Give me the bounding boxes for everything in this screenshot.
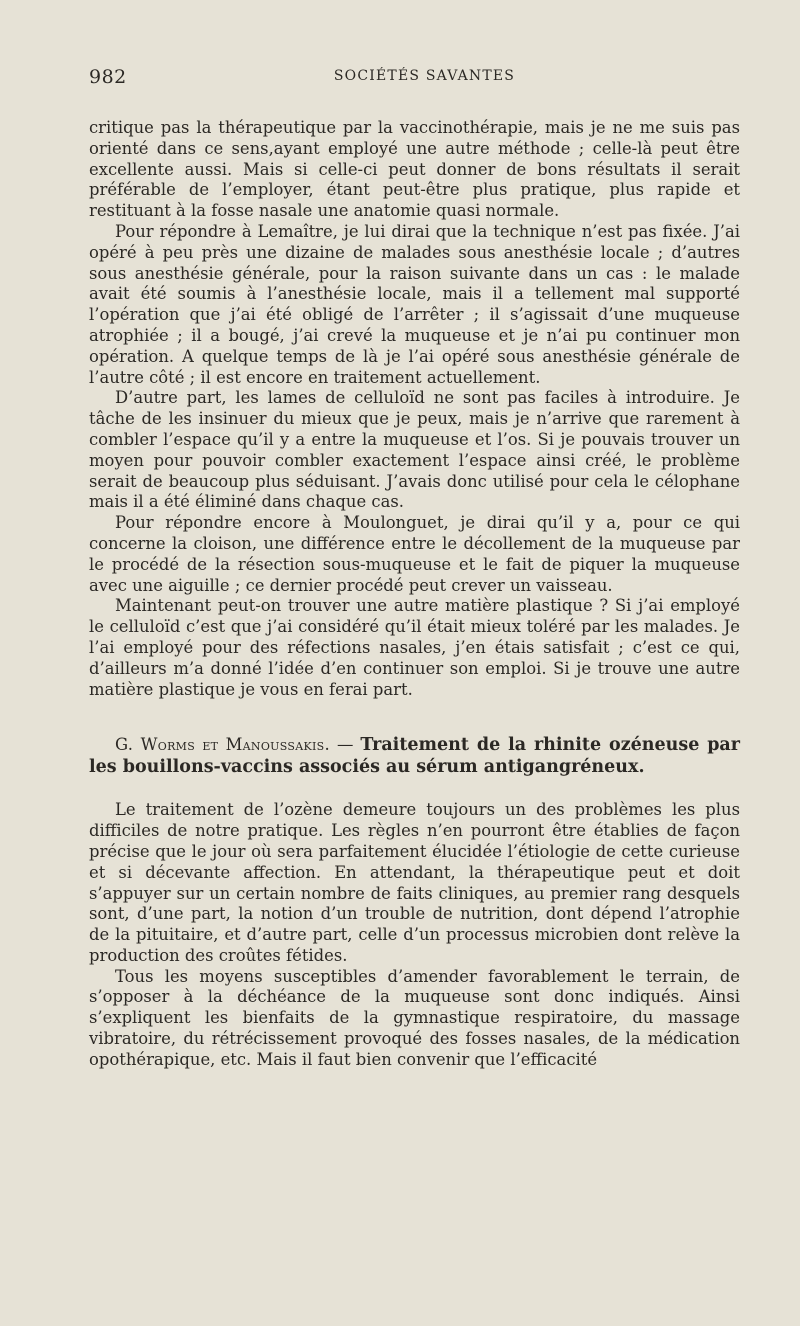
body-text: [89, 118, 740, 1071]
page-number: 982: [89, 66, 127, 88]
paragraph: Le traitement de l’ozène demeure toujours un des problèmes les plus difficiles de notre pratique. Les règles n’en pourront être établies de façon précise que le jour où sera parfaitement élucidée l’étiologie de cette curieuse et si décevante affection. En attendant, la thérapeutique peut et doit s’appuyer sur un certain nombre de faits cliniques, au premier rang desquels sont, d’une part, la notion d’un trouble de nutrition, dont dépend l’atrophie de la pituitaire, et d’autre part, celle d’un processus microbien dont relève la production des croûtes fétides.: [89, 800, 740, 965]
article-heading: [89, 734, 740, 778]
paragraph: Maintenant peut-on trouver une autre matière plastique ? Si j’ai employé le celluloïd c’est que j’ai considéré qu’il était mieux toléré par les malades. Je l’ai employé pour des réfections nasales, j’en étais satisfait ; c’est ce qui, d’ailleurs m’a donné l’idée d’en continuer son emploi. Si je trouve une autre matière plastique je vous en ferai part.: [89, 596, 740, 699]
section-gap: [89, 700, 740, 734]
article-authors: G. Worms et Manoussakis.: [115, 735, 330, 755]
article-title: Traitement de la rhinite ozéneuse par les bouillons-vaccins associés au sérum antigangréneux.: [89, 735, 740, 778]
paragraph: Pour répondre à Lemaître, je lui dirai que la technique n’est pas fixée. J’ai opéré à peu près une dizaine de malades sous anesthésie locale ; d’autres sous anesthésie générale, pour la raison suivante dans un cas : le malade avait été soumis à l’anesthésie locale, mais il a tellement mal supporté l’opération que j’ai été obligé de l’arrêter ; il s’agissait d’une muqueuse atrophiée ; il a bougé, j’ai crevé la muqueuse et je n’ai pu continuer mon opération. A quelque temps de là je l’ai opéré sous anesthésie générale de l’autre côté ; il est encore en traitement actuellement.: [89, 221, 740, 387]
page-header: [89, 66, 740, 98]
paragraph: Pour répondre encore à Moulonguet, je dirai qu’il y a, pour ce qui concerne la cloison, une différence entre le décollement de la muqueuse par le procédé de la résection sous-muqueuse et le fait de piquer la muqueuse avec une aiguille ; ce dernier procédé peut crever un vaisseau.: [89, 513, 740, 595]
heading-separator: —: [329, 735, 361, 755]
paragraph: Tous les moyens susceptibles d’amender favorablement le terrain, de s’opposer à la déchéance de la muqueuse sont donc indiqués. Ainsi s’expliquent les bienfaits de la gymnastique respiratoire, du massage vibratoire, du rétrécissement provoqué des fosses nasales, de la médication opothérapique, etc. Mais il faut bien convenir que l’efficacité: [89, 966, 740, 1069]
paragraph: D’autre part, les lames de celluloïd ne sont pas faciles à introduire. Je tâche de les insinuer du mieux que je peux, mais je n’arrive que rarement à combler l’espace qu’il y a entre la muqueuse et l’os. Si je pouvais trouver un moyen pour pouvoir combler exactement l’espace ainsi créé, le problème serait de beaucoup plus séduisant. J’avais donc utilisé pour cela le célophane mais il a été éliminé dans chaque cas.: [89, 388, 740, 512]
running-title: SOCIÉTÉS SAVANTES: [333, 68, 516, 84]
paragraph: critique pas la thérapeutique par la vaccinothérapie, mais je ne me suis pas orienté dans ce sens,ayant employé une autre méthode ; celle-là peut être excellente aussi. Mais si celle-ci peut donner de bons résultats il serait préférable de l’employer, étant peut-être plus pratique, plus rapide et restituant à la fosse nasale une anatomie quasi normale.: [89, 118, 740, 221]
